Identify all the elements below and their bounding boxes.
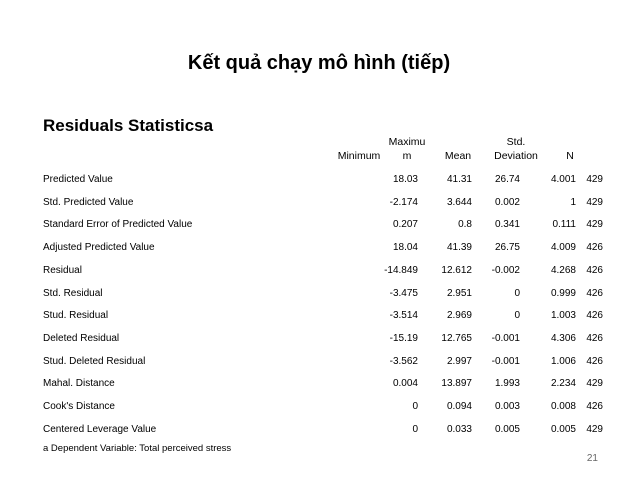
cell-n: 429 xyxy=(586,378,603,390)
cell-sd: 2.234 xyxy=(550,378,576,390)
cell-max: 41.31 xyxy=(446,174,472,185)
cell-max: 0.8 xyxy=(458,219,472,231)
cell-mean: 1.993 xyxy=(494,378,520,390)
cell-n: 429 xyxy=(586,423,603,435)
page-number: 21 xyxy=(586,453,598,464)
row-label: Standard Error of Predicted Value xyxy=(43,219,193,231)
cell-n: 426 xyxy=(586,264,603,276)
table-row xyxy=(43,424,603,440)
header-maximum-line2: m xyxy=(402,150,412,162)
row-label: Mahal. Distance xyxy=(43,378,115,390)
header-n: N xyxy=(566,150,574,162)
table-row xyxy=(43,288,603,304)
cell-min: 0.207 xyxy=(392,219,418,231)
cell-sd: 0.005 xyxy=(550,423,576,435)
cell-max: 41.39 xyxy=(446,242,472,254)
cell-min: 18.03 xyxy=(392,174,418,185)
table-row xyxy=(43,265,603,281)
cell-min: 0.004 xyxy=(392,378,418,390)
cell-sd: 1.003 xyxy=(550,310,576,322)
cell-sd: 0.111 xyxy=(552,219,576,231)
cell-mean: -0.001 xyxy=(491,332,520,344)
cell-min: 0 xyxy=(412,401,418,412)
header-mean: Mean xyxy=(444,150,472,162)
table-row xyxy=(43,356,603,372)
cell-n: 426 xyxy=(586,355,603,367)
cell-mean: -0.002 xyxy=(491,264,520,276)
cell-mean: 0.003 xyxy=(494,401,520,412)
cell-mean: 0.341 xyxy=(494,219,520,231)
cell-sd: 0.008 xyxy=(550,401,576,412)
cell-sd: 4.306 xyxy=(550,332,576,344)
table-row xyxy=(43,401,603,417)
cell-mean: 0 xyxy=(514,310,520,322)
table-row xyxy=(43,219,603,235)
table-row xyxy=(43,242,603,258)
cell-sd: 4.009 xyxy=(550,242,576,254)
cell-sd: 0.999 xyxy=(550,287,576,299)
cell-max: 2.969 xyxy=(446,310,472,322)
cell-mean: 26.75 xyxy=(494,242,520,254)
row-label: Centered Leverage Value xyxy=(43,423,157,435)
cell-min: -2.174 xyxy=(389,196,418,208)
cell-max: 12.612 xyxy=(441,264,472,276)
table-row xyxy=(43,197,603,213)
cell-min: 18.04 xyxy=(392,242,418,254)
cell-n: 429 xyxy=(586,219,603,231)
cell-mean: 26.74 xyxy=(494,174,520,185)
cell-n: 426 xyxy=(586,287,603,299)
cell-sd: 1 xyxy=(570,196,576,208)
row-label: Predicted Value xyxy=(43,174,113,185)
cell-min: -15.19 xyxy=(389,332,418,344)
table-row xyxy=(43,174,603,190)
table-row xyxy=(43,310,603,326)
footnote: a Dependent Variable: Total perceived stress xyxy=(43,443,232,454)
cell-n: 426 xyxy=(586,310,603,322)
cell-n: 426 xyxy=(586,401,603,412)
cell-sd: 4.268 xyxy=(550,264,576,276)
cell-n: 426 xyxy=(586,332,603,344)
cell-max: 2.997 xyxy=(446,355,472,367)
cell-n: 429 xyxy=(586,174,603,185)
cell-max: 0.094 xyxy=(446,401,472,412)
cell-max: 12.765 xyxy=(441,332,472,344)
cell-mean: 0.002 xyxy=(494,196,520,208)
cell-max: 2.951 xyxy=(446,287,472,299)
row-label: Stud. Deleted Residual xyxy=(43,355,146,367)
cell-n: 426 xyxy=(586,242,603,254)
cell-min: -3.475 xyxy=(389,287,418,299)
table-row xyxy=(43,333,603,349)
row-label: Deleted Residual xyxy=(43,332,120,344)
cell-min: 0 xyxy=(412,423,418,435)
row-label: Residual xyxy=(43,264,82,276)
cell-mean: -0.001 xyxy=(491,355,520,367)
row-label: Cook's Distance xyxy=(43,401,115,412)
row-label: Std. Residual xyxy=(43,287,103,299)
cell-max: 0.033 xyxy=(446,423,472,435)
cell-min: -14.849 xyxy=(384,264,418,276)
cell-sd: 1.006 xyxy=(550,355,576,367)
cell-max: 3.644 xyxy=(446,196,472,208)
cell-min: -3.562 xyxy=(389,355,418,367)
table-heading: Residuals Statisticsa xyxy=(43,116,214,135)
cell-mean: 0 xyxy=(514,287,520,299)
header-std-line2: Deviation xyxy=(494,150,538,162)
row-label: Std. Predicted Value xyxy=(43,196,134,208)
cell-min: -3.514 xyxy=(389,310,418,322)
cell-mean: 0.005 xyxy=(494,423,520,435)
cell-max: 13.897 xyxy=(441,378,472,390)
header-std-line1: Std. xyxy=(506,136,526,148)
cell-sd: 4.001 xyxy=(550,174,576,185)
row-label: Adjusted Predicted Value xyxy=(43,242,155,254)
header-minimum: Minimum xyxy=(337,150,381,162)
row-label: Stud. Residual xyxy=(43,310,109,322)
table-row xyxy=(43,378,603,394)
cell-n: 429 xyxy=(586,196,603,208)
slide-title: Kết quả chạy mô hình (tiếp) xyxy=(187,52,451,74)
header-maximum-line1: Maximu xyxy=(388,136,426,148)
